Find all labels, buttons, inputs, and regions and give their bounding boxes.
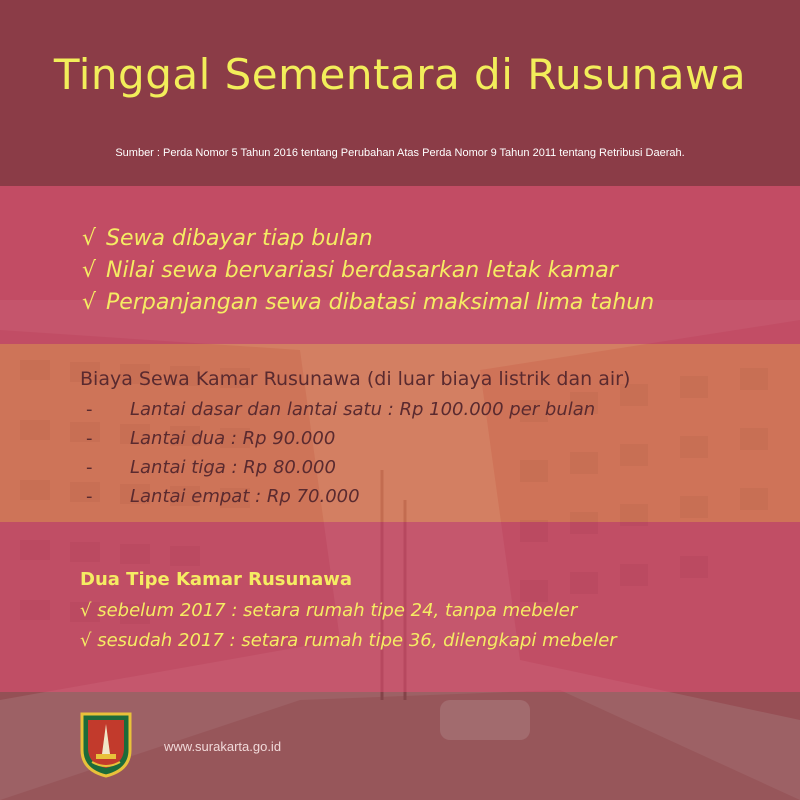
feature-text: Perpanjangan sewa dibatasi maksimal lima tahun [106,290,655,315]
feature-item [82,258,618,283]
checkmark-icon: √ [82,226,97,251]
cost-row [86,486,360,507]
cost-text: Lantai dua : Rp 90.000 [130,428,336,449]
cost-text: Lantai tiga : Rp 80.000 [130,457,336,478]
checkmark-icon: √ [82,258,97,283]
dash-marker: - [86,428,93,449]
dash-marker: - [86,486,93,507]
room-type-text: sebelum 2017 : setara rumah tipe 24, tanpa mebeler [91,600,578,621]
page-title: Tinggal Sementara di Rusunawa [53,50,747,99]
cost-row [86,457,336,478]
room-type-text: sesudah 2017 : setara rumah tipe 36, dilengkapi mebeler [91,630,617,651]
website-link[interactable]: www.surakarta.go.id [164,739,282,754]
costs-heading: Biaya Sewa Kamar Rusunawa (di luar biaya listrik dan air) [80,368,631,390]
checkmark-icon: √ [80,630,92,651]
surakarta-city-emblem-icon [78,710,134,778]
room-type-item [80,600,577,621]
feature-text: Sewa dibayar tiap bulan [106,226,373,251]
feature-item [82,290,654,315]
checkmark-icon: √ [82,290,97,315]
cost-row [86,428,335,449]
source-note: Sumber : Perda Nomor 5 Tahun 2016 tentang Perubahan Atas Perda Nomor 9 Tahun 2011 tentang Retribusi Daerah. [115,147,685,159]
checkmark-icon: √ [80,600,92,621]
room-types-heading: Dua Tipe Kamar Rusunawa [80,569,353,590]
cost-text: Lantai empat : Rp 70.000 [130,486,360,507]
cost-text: Lantai dasar dan lantai satu : Rp 100.000 per bulan [130,399,596,420]
feature-text: Nilai sewa bervariasi berdasarkan letak kamar [106,258,618,283]
feature-item [82,226,373,251]
dash-marker: - [86,399,93,420]
dash-marker: - [86,457,93,478]
room-type-item [80,630,617,651]
cost-row [86,399,595,420]
